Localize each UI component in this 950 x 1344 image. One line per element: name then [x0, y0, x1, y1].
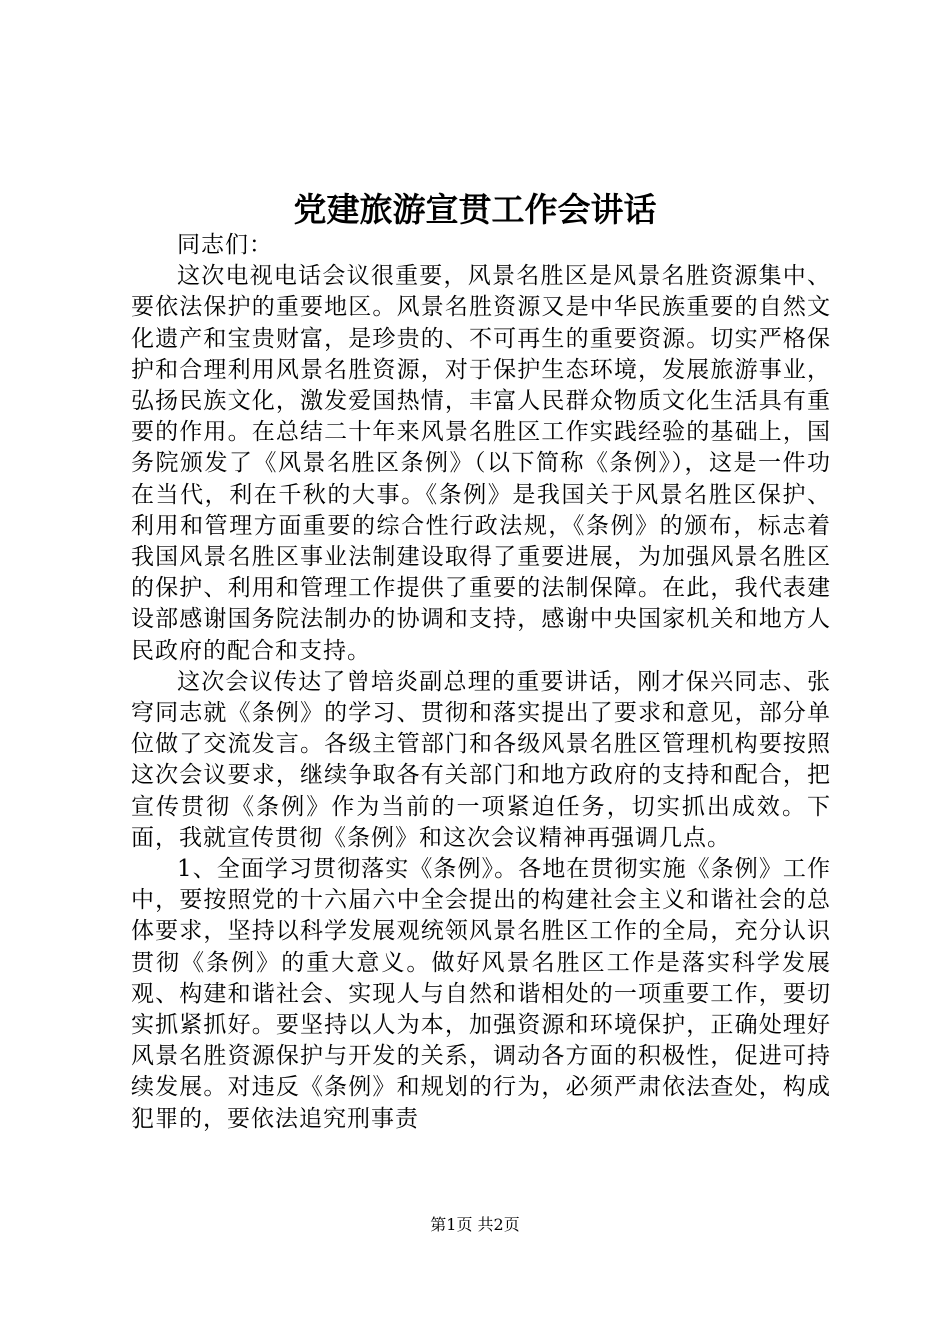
- page-footer: 第1页 共2页: [430, 1215, 520, 1234]
- body-paragraph: 这次电视电话会议很重要，风景名胜区是风景名胜资源集中、要依法保护的重要地区。风景名胜资源又是中华民族重要的自然文化遗产和宝贵财富，是珍贵的、不可再生的重要资源。切实严格保护和合理利用风景名胜资源，对于保护生态环境，发展旅游事业，弘扬民族文化，激发爱国热情，丰富人民群众物质文化生活具有重要的作用。在总结二十年来风景名胜区工作实践经验的基础上，国务院颁发了《风景名胜区条例》（以下简称《条例》），这是一件功在当代，利在千秋的大事。《条例》是我国关于风景名胜区保护、利用和管理方面重要的综合性行政法规，《条例》的颁布，标志着我国风景名胜区事业法制建设取得了重要进展，为加强风景名胜区的保护、利用和管理工作提供了重要的法制保障。在此，我代表建设部感谢国务院法制办的协调和支持，感谢中央国家机关和地方人民政府的配合和支持。: [131, 263, 831, 664]
- body-paragraph: 1、全面学习贯彻落实《条例》。各地在贯彻实施《条例》工作中，要按照党的十六届六中全会提出的构建社会主义和谐社会的总体要求，坚持以科学发展观统领风景名胜区工作的全局，充分认识贯彻《条例》的重大意义。做好风景名胜区工作是落实科学发展观、构建和谐社会、实现人与自然和谐相处的一项重要工作，要切实抓紧抓好。要坚持以人为本，加强资源和环境保护，正确处理好风景名胜资源保护与开发的关系，调动各方面的积极性，促进可持续发展。对违反《条例》和规划的行为，必须严肃依法查处，构成犯罪的，要依法追究刑事责: [131, 856, 831, 1132]
- document-title: 党建旅游宣贯工作会讲话: [293, 190, 657, 229]
- body-paragraph: 这次会议传达了曾培炎副总理的重要讲话，刚才保兴同志、张穹同志就《条例》的学习、贯彻和落实提出了要求和意见，部分单位做了交流发言。各级主管部门和各级风景名胜区管理机构要按照这次会议要求，继续争取各有关部门和地方政府的支持和配合，把宣传贯彻《条例》作为当前的一项紧迫任务，切实抓出成效。下面，我就宣传贯彻《条例》和这次会议精神再强调几点。: [131, 668, 831, 851]
- document-body: [131, 230, 831, 1135]
- salutation-paragraph: 同志们：: [177, 232, 273, 258]
